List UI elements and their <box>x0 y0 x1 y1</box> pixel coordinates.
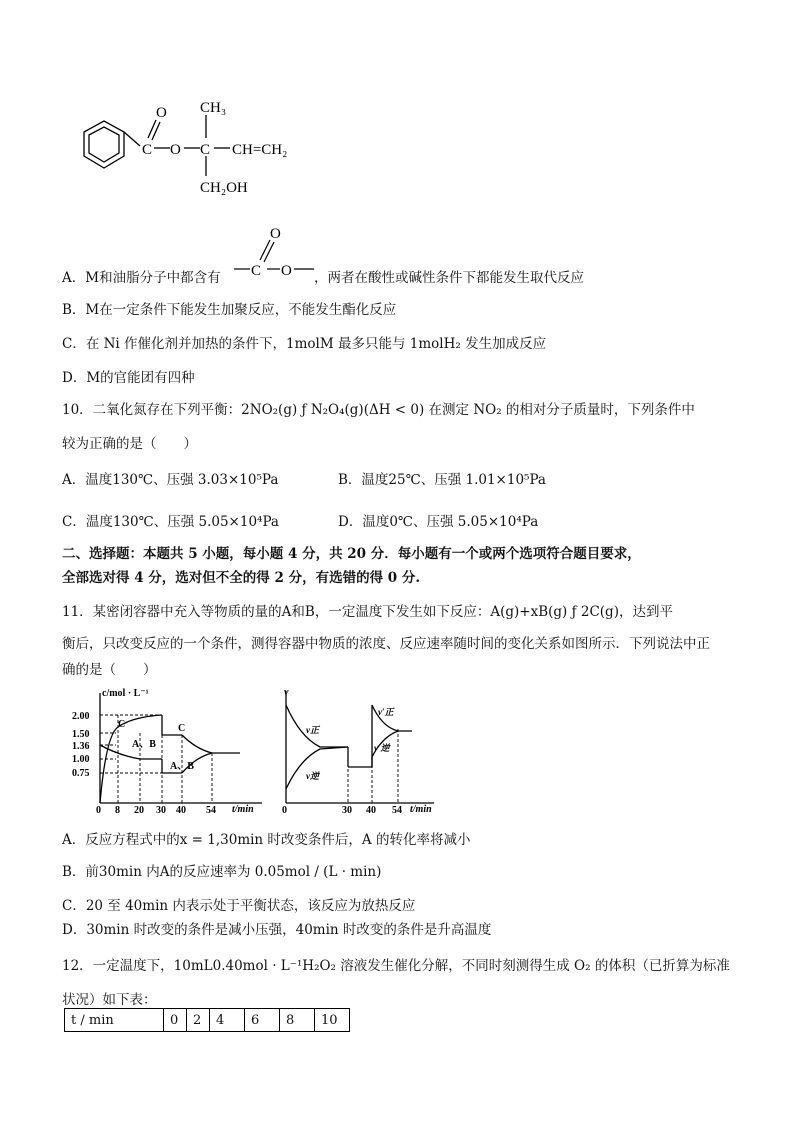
molecule-m-structure <box>60 90 320 210</box>
table-cell-header: t / min <box>65 1009 164 1032</box>
xtick-40: 40 <box>176 805 186 815</box>
q11-stem-line1: 11．某密闭容器中充入等物质的量的A和B，一定温度下发生如下反应：A(g)+xB(g) ƒ 2C(g)，达到平 <box>62 604 673 620</box>
benzene-ring <box>84 121 124 168</box>
q11-stem-line3: 确的是（ ） <box>62 662 157 678</box>
ytick-1-00: 1.00 <box>72 754 90 765</box>
methyl-group: CH₃ <box>200 100 227 116</box>
rate-time-graph <box>276 685 446 815</box>
graph1-x-unit: t/min <box>232 804 254 815</box>
ytick-0-75: 0.75 <box>72 768 90 779</box>
label-v-forward: v正 <box>306 725 319 735</box>
table-cell-t4: 4 <box>210 1009 245 1032</box>
graph2-x-unit: t/min <box>410 804 432 815</box>
q10-option-d: D．温度0℃、压强 5.05×10⁴Pa <box>338 514 539 530</box>
curve-c-after <box>182 735 212 753</box>
curve-v-reverse <box>286 747 348 789</box>
q10-stem-line2: 较为正确的是（ ） <box>62 436 197 452</box>
table-cell-t8: 8 <box>280 1009 315 1032</box>
q10-option-b: B．温度25℃、压强 1.01×10⁵Pa <box>338 472 546 488</box>
q9-option-a-suffix: ，两者在酸性或碱性条件下都能发生取代反应 <box>314 270 584 286</box>
q11-stem-line2: 衡后，只改变反应的一个条件，测得容器中物质的浓度、反应速率随时间的变化关系如图所示．下列说法中正 <box>62 636 710 652</box>
ester-group-diagram <box>230 224 320 280</box>
q12-stem-line2: 状况）如下表： <box>62 992 157 1008</box>
xtick-30: 30 <box>156 805 166 815</box>
graph1-label-ab2: A、B <box>170 761 194 772</box>
q9-option-c: C．在 Ni 作催化剂并加热的条件下，1molM 最多只能与 1molH₂ 发生加成反应 <box>62 336 547 352</box>
table-cell-t10: 10 <box>315 1009 350 1032</box>
concentration-time-graph <box>62 685 272 815</box>
ether-o: O <box>170 142 181 158</box>
xtick-20: 20 <box>134 805 144 815</box>
carbonyl-o: O <box>156 105 167 121</box>
graph1-label-c1: C <box>118 719 126 730</box>
benzene-inner <box>89 127 119 162</box>
q10-option-a: A．温度130℃、压强 3.03×10⁵Pa <box>62 472 279 488</box>
graph1-label-c2: C <box>178 723 186 734</box>
table-cell-t6: 6 <box>245 1009 280 1032</box>
table-row <box>65 1009 350 1032</box>
table-cell-t2: 2 <box>187 1009 210 1032</box>
q10-stem-line1: 10．二氧化氮存在下列平衡：2NO₂(g) ƒ N₂O₄(g)(ΔH < 0) 在测定 NO₂ 的相对分子质量时，下列条件中 <box>62 402 695 418</box>
q11-option-c: C．20 至 40min 内表示处于平衡状态，该反应为放热反应 <box>62 898 416 914</box>
graph2-xtick-30: 30 <box>342 805 352 815</box>
graph2-xtick-40: 40 <box>366 805 376 815</box>
ester-carbonyl-o: O <box>270 226 281 242</box>
center-c: C <box>200 142 211 158</box>
section2-heading-line2: 全部选对得 4 分，选对但不全的得 2 分，有选错的得 0 分. <box>62 570 421 586</box>
q11-option-a: A．反应方程式中的x = 1,30min 时改变条件后，A 的转化率将减小 <box>62 832 471 848</box>
graph1-label-ab1: A、B <box>132 739 156 750</box>
ytick-1-50: 1.50 <box>72 729 90 740</box>
label-v-reverse: v逆 <box>306 771 319 781</box>
hydroxymethyl-group: CH₂OH <box>200 180 248 196</box>
q11-option-b: B．前30min 内A的反应速率为 0.05mol / (L · min) <box>62 864 382 880</box>
label-v-reverse-2: v′逆 <box>374 743 390 753</box>
q9-option-a-prefix: A．M和油脂分子中都含有 <box>62 270 221 286</box>
graph2-xtick-0: 0 <box>282 805 287 815</box>
q10-option-c: C．温度130℃、压强 5.05×10⁴Pa <box>62 514 279 530</box>
graph1-y-label: c/mol · L⁻¹ <box>102 688 149 699</box>
q12-data-table <box>64 1008 350 1032</box>
label-v-forward-2: v′正 <box>378 707 394 717</box>
graph2-y-label: v <box>284 687 289 698</box>
carbonyl-c: C <box>142 142 153 158</box>
ytick-1-36: 1.36 <box>72 741 90 752</box>
xtick-54: 54 <box>206 805 216 815</box>
ester-o: O <box>281 263 292 279</box>
graph2-xtick-54: 54 <box>392 805 402 815</box>
xtick-0: 0 <box>96 805 101 815</box>
q11-option-d: D．30min 时改变的条件是减小压强，40min 时改变的条件是升高温度 <box>62 922 492 938</box>
table-cell-t0: 0 <box>164 1009 187 1032</box>
q9-option-b: B．M在一定条件下能发生加聚反应，不能发生酯化反应 <box>62 302 397 318</box>
ytick-2-00: 2.00 <box>72 711 90 722</box>
q12-stem-line1: 12．一定温度下，10mL0.40mol · L⁻¹H₂O₂ 溶液发生催化分解，不同时刻测得生成 O₂ 的体积（已折算为标准 <box>62 958 730 974</box>
ester-c: C <box>251 263 262 279</box>
vinyl-group: CH=CH₂ <box>232 142 288 158</box>
q9-option-d: D．M的官能团有四种 <box>62 370 195 386</box>
section2-heading-line1: 二、选择题：本题共 5 小题，每小题 4 分，共 20 分．每小题有一个或两个选项符合题目要求， <box>62 546 641 562</box>
xtick-8: 8 <box>115 805 120 815</box>
